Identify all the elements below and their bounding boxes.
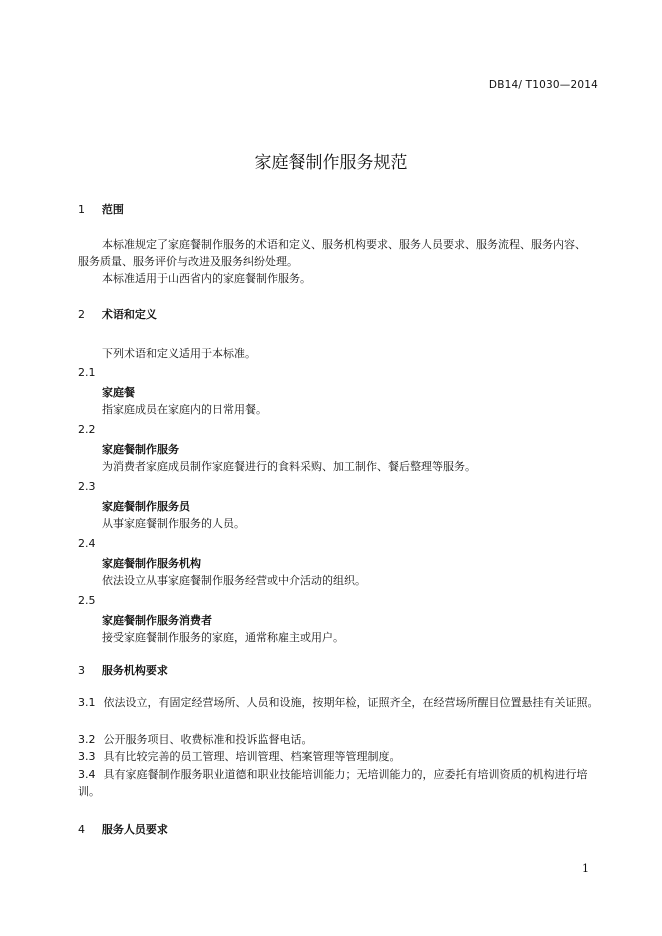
term-number: 2.4 (78, 537, 96, 550)
section-title: 范围 (101, 203, 124, 216)
term-name: 家庭餐制作服务 (102, 443, 179, 456)
term-name: 家庭餐 (102, 386, 135, 399)
term-name: 家庭餐制作服务消费者 (102, 614, 212, 627)
clause (78, 748, 600, 765)
section-heading-institution (78, 662, 168, 678)
clause-number: 3.4 (78, 768, 96, 781)
clause (78, 731, 600, 748)
section-heading-personnel (78, 821, 168, 837)
clause-text: 公开服务项目、收费标准和投诉监督电话。 (103, 733, 313, 746)
standard-code: DB14/ T1030—2014 (488, 79, 598, 91)
term-definition: 接受家庭餐制作服务的家庭，通常称雇主或用户。 (102, 631, 344, 644)
term-definition: 依法设立从事家庭餐制作服务经营或中介活动的组织。 (102, 574, 366, 587)
clause (78, 694, 600, 711)
scope-paragraph-line2: 服务质量、服务评价与改进及服务纠纷处理。 (78, 255, 298, 268)
section-title: 服务机构要求 (101, 664, 168, 677)
terms-intro: 下列术语和定义适用于本标准。 (102, 347, 256, 360)
section-number: 1 (78, 203, 85, 216)
scope-applicability: 本标准适用于山西省内的家庭餐制作服务。 (102, 272, 311, 285)
section-title: 服务人员要求 (101, 823, 168, 836)
term-name: 家庭餐制作服务机构 (102, 557, 201, 570)
term-number: 2.5 (78, 594, 96, 607)
term-name: 家庭餐制作服务员 (102, 500, 190, 513)
page-number: 1 (582, 862, 589, 875)
term-number: 2.1 (78, 366, 96, 379)
clause-number: 3.1 (78, 696, 96, 709)
section-number: 3 (78, 664, 85, 677)
section-number: 4 (78, 823, 85, 836)
clause-text: 具有比较完善的员工管理、培训管理、档案管理等管理制度。 (103, 750, 401, 763)
section-number: 2 (78, 308, 85, 321)
section-title: 术语和定义 (101, 308, 157, 321)
term-number: 2.3 (78, 480, 96, 493)
section-heading-terms (78, 306, 157, 322)
scope-paragraph-line1: 本标准规定了家庭餐制作服务的术语和定义、服务机构要求、服务人员要求、服务流程、服务内容、 (102, 238, 586, 251)
page-title: 家庭餐制作服务规范 (254, 153, 408, 173)
clause-text: 具有家庭餐制作服务职业道德和职业技能培训能力；无培训能力的，应委托有培训资质的机构进行培训。 (78, 768, 588, 798)
clause-text: 依法设立，有固定经营场所、人员和设施，按期年检，证照齐全，在经营场所醒目位置悬挂有关证照。 (103, 696, 599, 709)
term-definition: 从事家庭餐制作服务的人员。 (102, 517, 245, 530)
term-definition: 指家庭成员在家庭内的日常用餐。 (102, 403, 267, 416)
section-heading-scope (78, 201, 124, 217)
term-definition: 为消费者家庭成员制作家庭餐进行的食料采购、加工制作、餐后整理等服务。 (102, 460, 476, 473)
clause-number: 3.3 (78, 750, 96, 763)
clause (78, 766, 600, 800)
clause-number: 3.2 (78, 733, 96, 746)
term-number: 2.2 (78, 423, 96, 436)
